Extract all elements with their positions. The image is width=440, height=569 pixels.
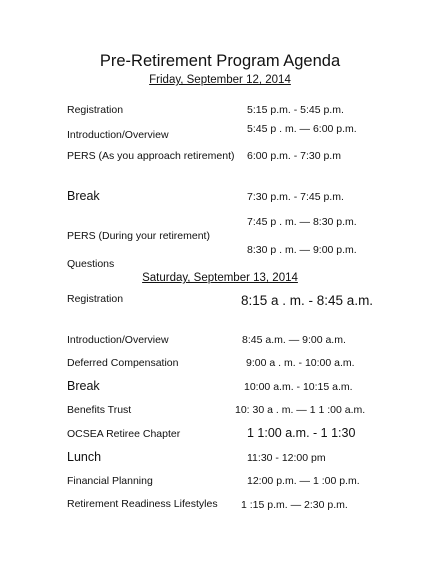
agenda-item-time: 7:30 p.m. - 7:45 p.m. <box>247 191 344 203</box>
agenda-item-time: 10:00 a.m. - 10:15 a.m. <box>244 381 353 393</box>
agenda-item-time: 1 1:00 a.m. - 1 1:30 <box>247 426 356 440</box>
agenda-item-time: 5:45 p . m. — 6:00 p.m. <box>247 123 357 135</box>
agenda-item-time: 1 :15 p.m. — 2:30 p.m. <box>241 499 348 511</box>
agenda-item-time: 8:15 a . m. - 8:45 a.m. <box>241 293 374 308</box>
agenda-item-label: Questions <box>67 258 115 270</box>
agenda-item-label: PERS (As you approach retirement) <box>67 150 235 162</box>
agenda-item-time: 9:00 a . m. - 10:00 a.m. <box>246 357 355 369</box>
agenda-item-time: 12:00 p.m. — 1 :00 p.m. <box>247 475 360 487</box>
agenda-item-time: 8:45 a.m. — 9:00 a.m. <box>242 334 346 346</box>
agenda-item-label: Introduction/Overview <box>67 334 169 346</box>
day2-date: Saturday, September 13, 2014 <box>142 272 298 284</box>
agenda-item-label: Financial Planning <box>67 475 153 487</box>
agenda-item-label: OCSEA Retiree Chapter <box>67 428 181 440</box>
agenda-item-time: 7:45 p . m. — 8:30 p.m. <box>247 216 357 228</box>
agenda-item-label: Retirement Readiness Lifestyles <box>67 498 218 510</box>
agenda-item-label: Lunch <box>67 450 102 464</box>
agenda-item-label: Deferred Compensation <box>67 357 179 369</box>
agenda-item-time: 10: 30 a . m. — 1 1 :00 a.m. <box>235 404 366 416</box>
agenda-item-label: PERS (During your retirement) <box>67 230 210 242</box>
agenda-item-label: Break <box>67 379 100 393</box>
agenda-item-time: 11:30 - 12:00 pm <box>247 452 326 464</box>
agenda-item-time: 5:15 p.m. - 5:45 p.m. <box>247 104 344 116</box>
agenda-item-label: Introduction/Overview <box>67 129 169 141</box>
agenda-item-time: 8:30 p . m. — 9:00 p.m. <box>247 244 357 256</box>
agenda-item-label: Benefits Trust <box>67 404 132 416</box>
agenda-item-label: Break <box>67 189 100 203</box>
agenda-title: Pre-Retirement Program Agenda <box>99 52 341 70</box>
agenda-item-time: 6:00 p.m. - 7:30 p.m <box>247 150 341 162</box>
day1-date: Friday, September 12, 2014 <box>149 74 291 86</box>
agenda-item-label: Registration <box>67 293 124 305</box>
agenda-item-label: Registration <box>67 104 124 116</box>
